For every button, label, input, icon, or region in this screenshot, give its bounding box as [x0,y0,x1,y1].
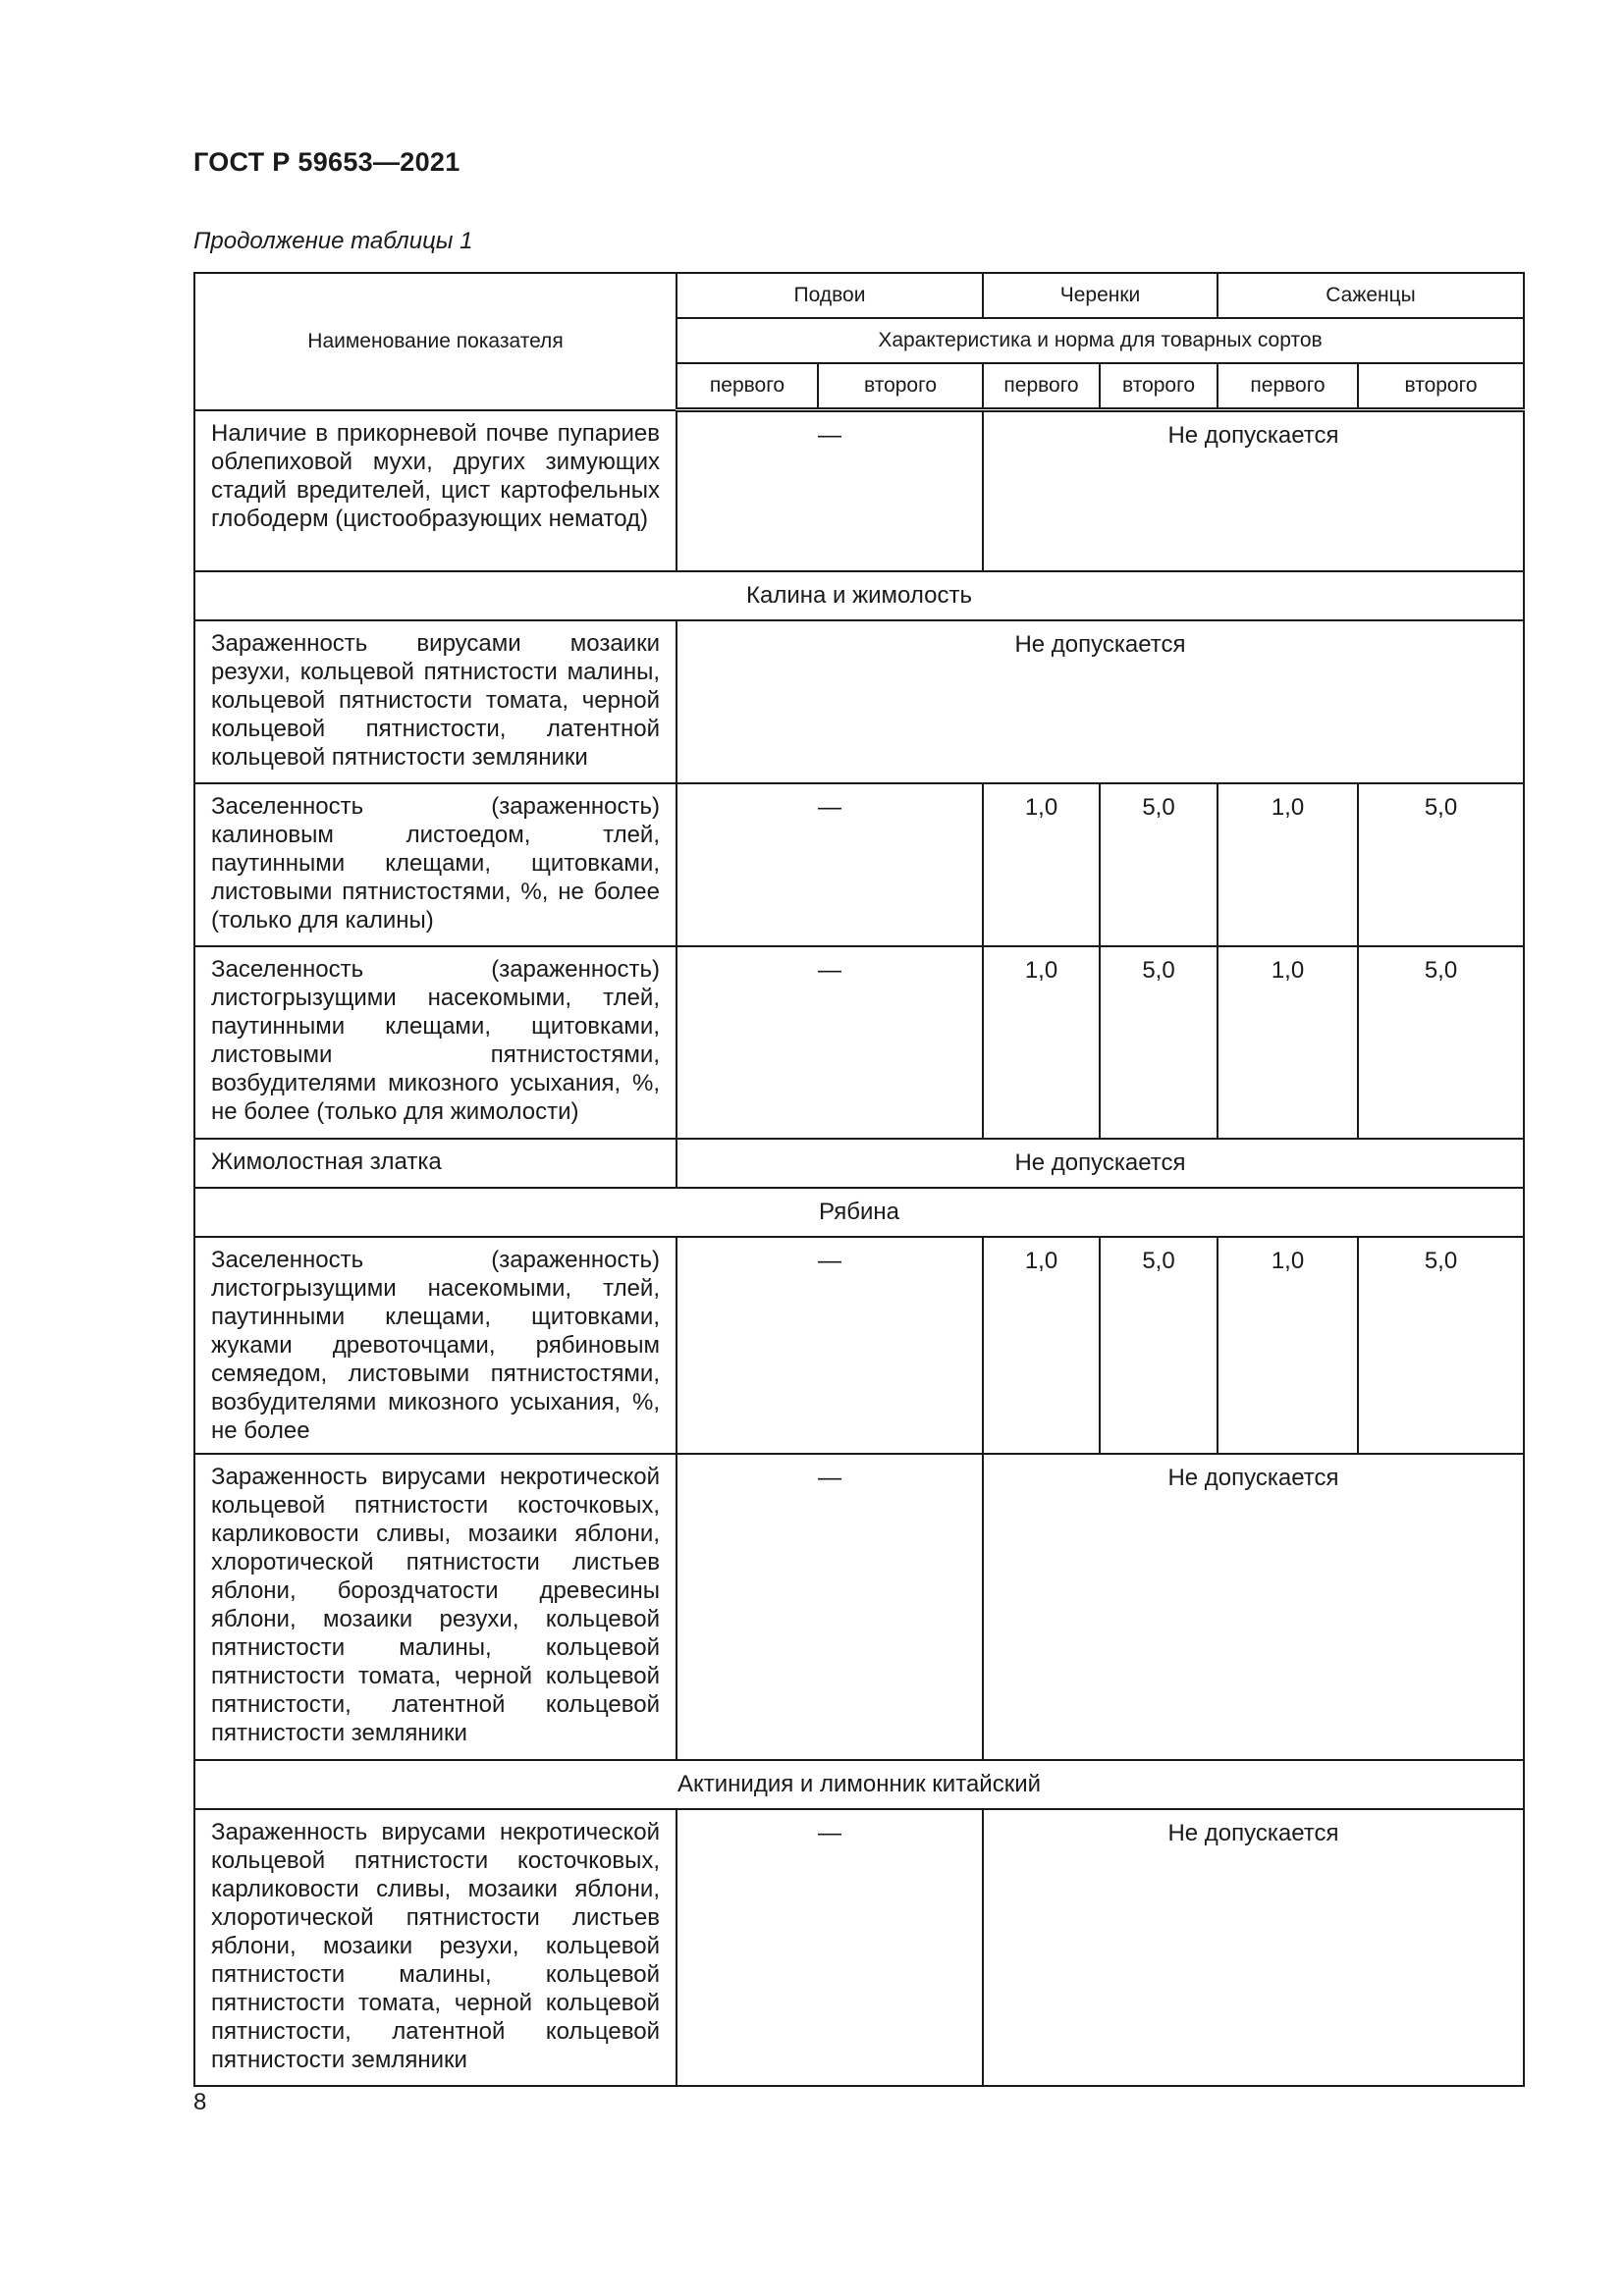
table-row [194,410,1524,571]
grade-header: второго [1100,363,1218,410]
indicator-name: Заселенность (зараженность) листогрызущими насекомыми, тлей, паутинными клещами, щитовками, жуками древоточцами, рябиновым семяедом, листовыми пятнистостями, возбудителями микозного усыхания, %, не более [194,1237,677,1454]
podvoi-value: — [677,1454,983,1760]
group-header-podvoi: Подвои [677,273,983,318]
grade-header: первого [677,363,818,410]
podvoi-value: — [677,783,983,946]
norm-value: 5,0 [1100,783,1218,946]
norm-value: 1,0 [983,783,1100,946]
table-continuation-caption: Продолжение таблицы 1 [193,228,473,254]
norm-value: 1,0 [1218,783,1358,946]
table-row [194,1809,1524,2086]
norm-value: 5,0 [1358,946,1524,1139]
requirements-table [193,272,1525,2087]
grade-header: первого [983,363,1100,410]
group-header-sazhentsy: Саженцы [1218,273,1524,318]
section-row [194,1188,1524,1237]
table-row [194,620,1524,783]
section-row [194,571,1524,620]
section-title: Калина и жимолость [194,571,1524,620]
grade-header: второго [818,363,983,410]
norm-value: 1,0 [983,1237,1100,1454]
section-title: Актинидия и лимонник китайский [194,1760,1524,1809]
norm-value: Не допускается [677,1139,1524,1188]
indicator-name: Зараженность вирусами мозаики резухи, кольцевой пятнистости малины, кольцевой пятнистости томата, черной кольцевой пятнистости, латентной кольцевой пятнистости земляники [194,620,677,783]
norm-caption-header: Характеристика и норма для товарных сортов [677,318,1524,363]
norm-value: 1,0 [983,946,1100,1139]
norm-value: Не допускается [983,410,1524,571]
norm-value: 5,0 [1358,783,1524,946]
norm-value: 1,0 [1218,1237,1358,1454]
section-row [194,1760,1524,1809]
podvoi-value: — [677,1237,983,1454]
norm-value: 1,0 [1218,946,1358,1139]
indicator-name: Заселенность (зараженность) листогрызущими насекомыми, тлей, паутинными клещами, щитовками, листовыми пятнистостями, возбудителями микозного усыхания, %, не более (только для жимолости) [194,946,677,1139]
table-row [194,1237,1524,1454]
norm-value: Не допускается [677,620,1524,783]
indicator-name: Зараженность вирусами некротической кольцевой пятнистости косточковых, карликовости сливы, мозаики яблони, хлоротической пятнистости листьев яблони, мозаики резухи, кольцевой пятнистости малины, кольцевой пятнистости томата, черной кольцевой пятнистости, латентной кольцевой пятнистости земляники [194,1809,677,2086]
table-row [194,946,1524,1139]
norm-value: 5,0 [1100,946,1218,1139]
table-row [194,1139,1524,1188]
indicator-name: Заселенность (зараженность) калиновым листоедом, тлей, паутинными клещами, щитовками, листовыми пятнистостями, %, не более (только для калины) [194,783,677,946]
section-title: Рябина [194,1188,1524,1237]
table-row [194,783,1524,946]
norm-value: Не допускается [983,1809,1524,2086]
indicator-name: Жимолостная златка [194,1139,677,1188]
grade-header: первого [1218,363,1358,410]
document-code: ГОСТ Р 59653—2021 [193,147,460,177]
indicator-column-header: Наименование показателя [194,273,677,410]
norm-value: Не допускается [983,1454,1524,1760]
group-header-cherenki: Черенки [983,273,1218,318]
podvoi-value: — [677,946,983,1139]
page-number: 8 [193,2089,207,2115]
table-row [194,1454,1524,1760]
grade-header: второго [1358,363,1524,410]
indicator-name: Зараженность вирусами некротической кольцевой пятнистости косточковых, карликовости сливы, мозаики яблони, хлоротической пятнистости листьев яблони, бороздчатости древесины яблони, мозаики резухи, кольцевой пятнистости малины, кольцевой пятнистости томата, черной кольцевой пятнистости, латентной кольцевой пятнистости земляники [194,1454,677,1760]
norm-value: 5,0 [1100,1237,1218,1454]
norm-value: 5,0 [1358,1237,1524,1454]
podvoi-value: — [677,1809,983,2086]
podvoi-value: — [677,410,983,571]
indicator-name: Наличие в прикорневой почве пупариев облепиховой мухи, других зимующих стадий вредителей, цист картофельных глободерм (цистообразующих нематод) [194,410,677,571]
